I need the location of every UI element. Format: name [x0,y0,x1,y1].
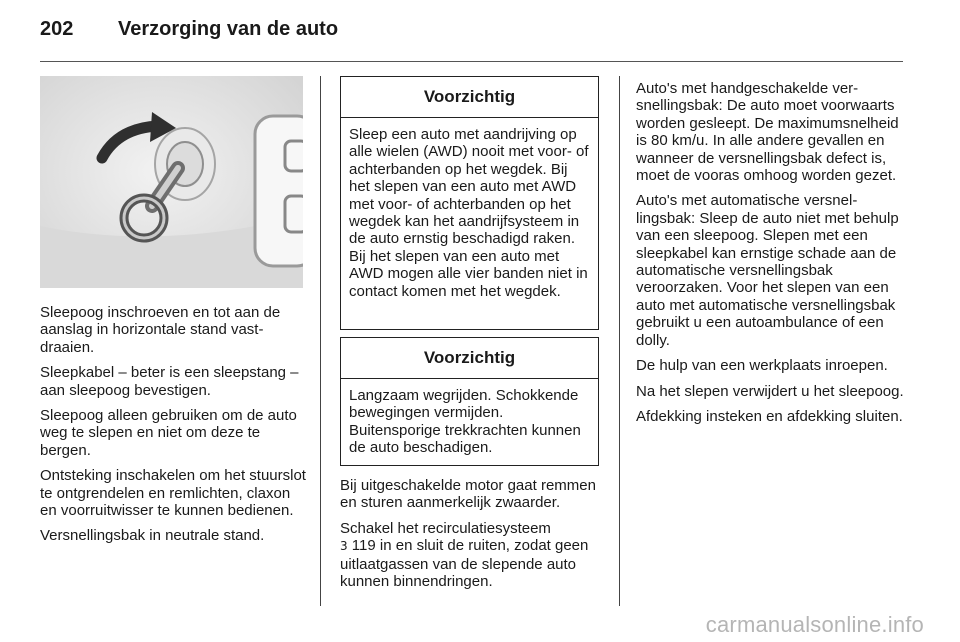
watermark: carmanualsonline.info [705,612,924,637]
paragraph-text: 119 in en sluit de ruiten, zodat geen uitlaatgassen van de slepende auto kunnen binnendringen. [340,537,589,591]
right-column [636,80,906,433]
caution-title: Voorzichtig [341,338,598,379]
page-title: Verzorging van de auto [118,18,339,40]
column-divider-left [320,76,321,606]
page-reference-arrow-icon: 3 [340,539,348,554]
instruction-paragraph: Sleepoog inschroeven en tot aan de aanslag in horizontale stand vastdraaien. [40,304,281,356]
left-column [40,304,306,553]
column-divider-right [619,76,620,606]
instruction-paragraph: De hulp van een werkplaats inroepen. [636,357,888,375]
instruction-paragraph: Auto's met automatische versnellingsbak: Sleep de auto niet met behulp van een sleepoog. Slepen met een sleepkabel kan ernstige schade aan de automatische versnellingsbak veroorzaken. Voor het slepen van een auto met automatische versnellingsbak gebruikt u een autoambulance of een dolly. [636,192,899,349]
instruction-paragraph: Sleepkabel – beter is een sleepstang – aan sleepoog bevestigen. [40,364,299,399]
instruction-paragraph: Ontsteking inschakelen om het stuurslot te ontgrendelen en remlichten, claxon en voorruitwisser te kunnen bedienen. [40,467,306,520]
caution-text: Langzaam wegrijden. Schokkende bewegingen vermijden. Buitensporige trekkrachten kunnen de auto beschadigen. [349,387,581,457]
caution-box-awd [340,76,599,330]
instruction-paragraph: Sleepoog alleen gebruiken om de auto weg te slepen en niet om deze te bergen. [40,407,297,459]
middle-column [340,477,604,598]
header-rule [40,61,903,62]
paragraph-text: Schakel het recirculatiesysteem [340,519,551,537]
instruction-paragraph: Versnellingsbak in neutrale stand. [40,527,265,545]
caution-box-driving [340,337,599,466]
instruction-paragraph [340,520,604,591]
tow-eye-icon [40,76,303,288]
page-number: 202 [40,18,74,40]
instruction-paragraph: Na het slepen verwijdert u het sleepoog. [636,382,904,400]
caution-title: Voorzichtig [341,77,598,118]
instruction-paragraph: Afdekking insteken en afdekking sluiten. [636,407,903,425]
tow-eye-illustration [40,76,303,288]
instruction-paragraph: Auto's met handgeschakelde versnellingsbak: De auto moet voorwaarts worden gesleept. De maximumsnelheid is 80 km/u. In alle andere gevallen en wanneer de versnellingsbak defect is, moet de vooras omhoog worden gezet. [636,80,899,185]
page-header [40,18,338,48]
caution-text: Sleep een auto met aandrijving op alle wielen (AWD) nooit met voor- of achterbanden op het wegdek. Bij het slepen van een auto met AWD met voor- of achterbanden op het wegdek kan het aandrijfsysteem in de auto ernstig beschadigd raken. Bij het slepen van een auto met AWD mogen alle vier banden niet in contact komen met het wegdek. [349,126,589,300]
instruction-paragraph: Bij uitgeschakelde motor gaat remmen en sturen aanmerkelijk zwaarder. [340,477,596,512]
